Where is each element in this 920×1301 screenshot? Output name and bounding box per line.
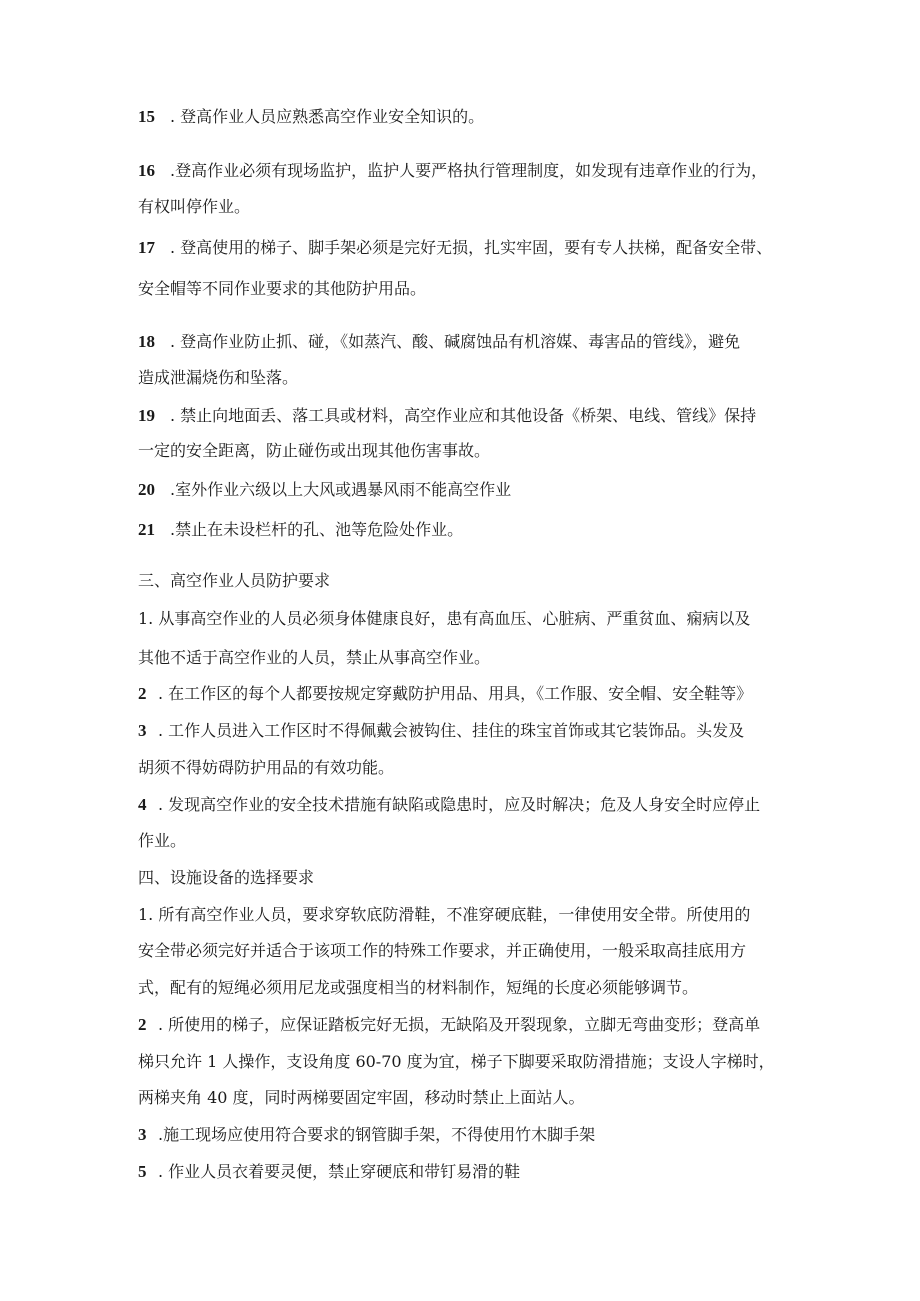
section-heading-text: 三、高空作业人员防护要求 [138,571,331,590]
item-text: . 登高作业防止抓、碰，《如蒸汽、酸、碱腐蚀品有机溶媒、毒害品的管线》，避免 [170,332,741,351]
item-number: 2 [138,1015,147,1034]
item-text: 作业。 [138,831,187,850]
item-text: . 登高作业人员应熟悉高空作业安全知识的。 [170,107,485,126]
item-text: 其他不适于高空作业的人员，禁止从事高空作业。 [138,648,491,667]
item-text: .施工现场应使用符合要求的钢管脚手架，不得使用竹木脚手架 [158,1125,596,1144]
item-text: 1. 所有高空作业人员，要求穿软底防滑鞋，不准穿硬底鞋，一律使用安全带。所使用的 [138,905,751,924]
item-number: 15 [138,107,155,126]
item-text: 两梯夹角 40 度，同时两梯要固定牢固，移动时禁止上面站人。 [138,1088,585,1107]
item-text: 式，配有的短绳必须用尼龙或强度相当的材料制作，短绳的长度必须能够调节。 [138,978,699,997]
item-number: 3 [138,721,147,740]
item-text: 胡须不得妨碍防护用品的有效功能。 [138,758,395,777]
item-text: . 工作人员进入工作区时不得佩戴会被钩住、挂住的珠宝首饰或其它装饰品。头发及 [158,721,745,740]
item-number: 4 [138,795,147,814]
item-text: 一定的安全距离，防止碰伤或出现其他伤害事故。 [138,441,491,460]
item-text: . 禁止向地面丢、落工具或材料，高空作业应和其他设备《桥架、电线、管线》保持 [170,406,757,425]
item-text: . 所使用的梯子，应保证踏板完好无损，无缺陷及开裂现象，立脚无弯曲变形；登高单 [158,1015,761,1034]
item-text: 安全帽等不同作业要求的其他防护用品。 [138,279,427,298]
item-text: 梯只允许 1 人操作，支设角度 60-70 度为宜，梯子下脚要采取防滑措施；支设人字梯时， [138,1052,775,1071]
item-text: .登高作业必须有现场监护，监护人要严格执行管理制度，如发现有违章作业的行为， [170,161,768,180]
item-number: 17 [138,238,155,257]
item-number: 16 [138,161,155,180]
item-number: 20 [138,480,155,499]
item-number: 18 [138,332,155,351]
item-number: 5 [138,1162,147,1181]
item-number: 19 [138,406,155,425]
item-number: 21 [138,520,155,539]
item-text: 1. 从事高空作业的人员必须身体健康良好，患有高血压、心脏病、严重贫血、痫病以及 [138,609,751,628]
item-number: 3 [138,1125,147,1144]
section-heading-text: 四、设施设备的选择要求 [138,868,315,887]
item-text: 安全带必须完好并适合于该项工作的特殊工作要求，并正确使用，一般采取高挂底用方 [138,941,747,960]
item-text: . 在工作区的每个人都要按规定穿戴防护用品、用具，《工作服、安全帽、安全鞋等》 [158,684,753,703]
item-text: .室外作业六级以上大风或遇暴风雨不能高空作业 [170,480,512,499]
item-text: . 登高使用的梯子、脚手架必须是完好无损，扎实牢固，要有专人扶梯，配备安全带、 [170,238,773,257]
item-number: 2 [138,684,147,703]
item-text: 有权叫停作业。 [138,197,251,216]
item-text: .禁止在未设栏杆的孔、池等危险处作业。 [170,520,464,539]
item-text: 造成泄漏烧伤和坠落。 [138,368,299,387]
item-text: . 作业人员衣着要灵便，禁止穿硬底和带钉易滑的鞋 [158,1162,521,1181]
item-text: . 发现高空作业的安全技术措施有缺陷或隐患时，应及时解决；危及人身安全时应停止 [158,795,761,814]
